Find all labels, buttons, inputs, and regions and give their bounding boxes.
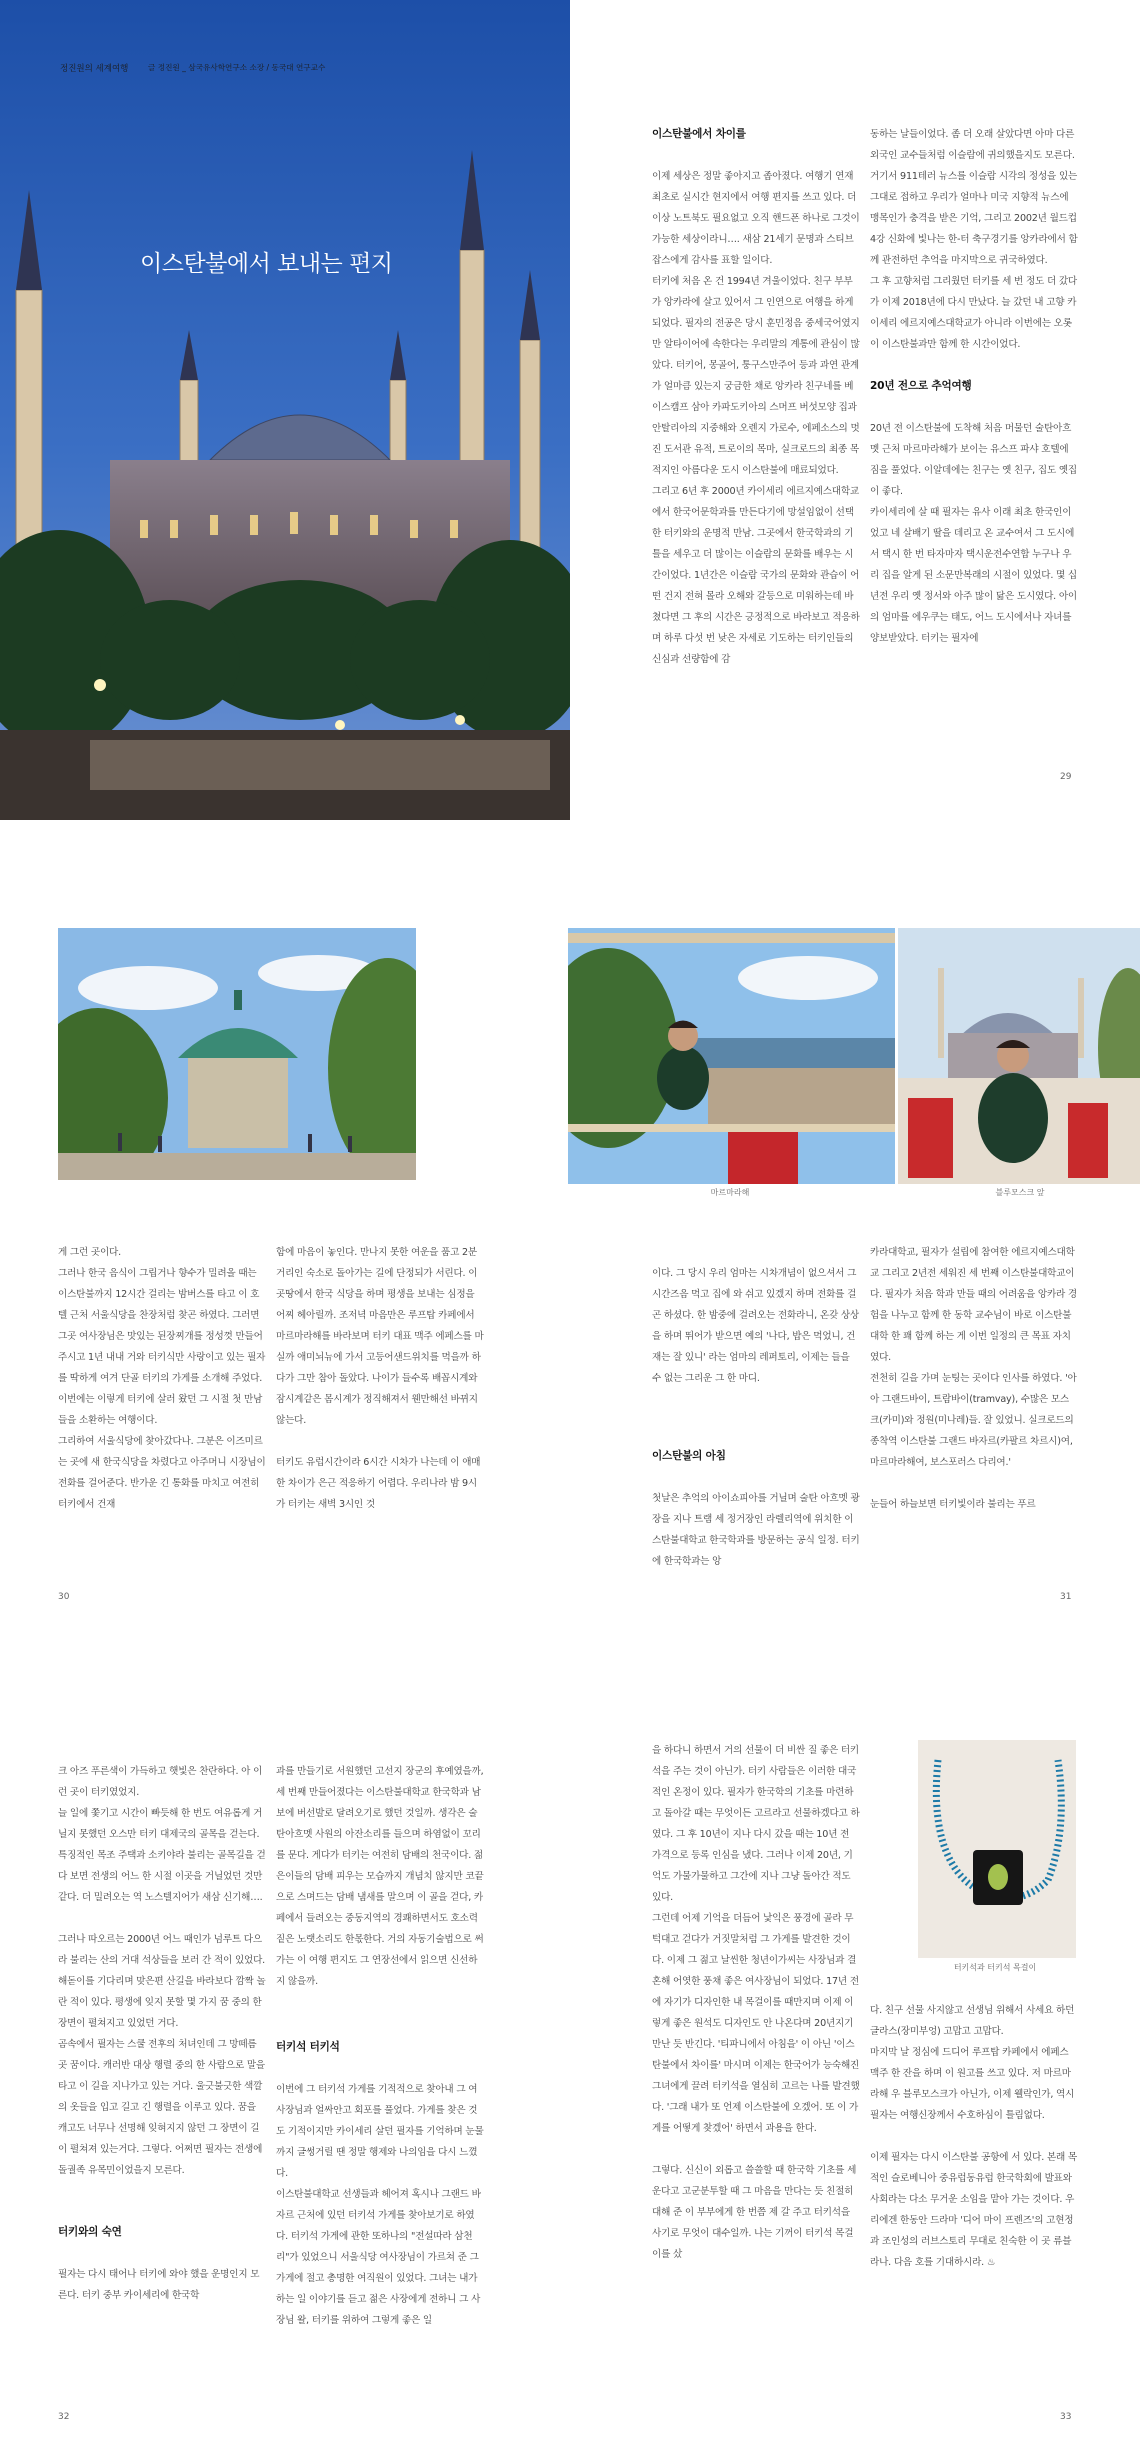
hero-photo-blue-mosque (0, 0, 570, 820)
photo-marmara-sea (568, 928, 895, 1184)
body-text: 이번에 그 터키석 가게를 기적적으로 찾아내 그 여사장님과 얼싸안고 회포를 풀었다. 가게를 찾은 것도 기적이지만 카이세리 살던 필자를 기억하며 눈물까지 글썽거릴 땐 정말 행제와 나의임을 다시 느꼈다. 이스탄불대학교 선생들과 헤어져 혹시나 그랜드 바자르 근처에 있던 터키석 가게를 찾아보기로 하였다. 터키석 가게에 관한 또하나의 "전설따라 삼천리"가 있었으니 서울식당 여사장님이 가르쳐 준 그 가게에 절고 총명한 여직원이 있었다. 그녀는 내가 하는 일 이야기를 듣고 젊은 사장에게 전하니 그 사장님 왈, 터키를 위하여 그렇게 좋은 일 (276, 2084, 484, 2326)
spread2-col4: 카라대학교, 필자가 설립에 참여한 에르지예스대학교 그리고 2년전 세워진 세 번째 이스탄불대학교이다. 필자가 처음 학과 만들 때의 어려움을 앙카라 경험을 나누고 함께 한 동학 교수님이 바로 이스탄불대학 한 꽤 함께 하는 게 이번 일정의 큰 목표 자치였다. 전천히 길을 가며 눈팅는 곳이다 인사를 하였다. '아아 그랜드바이, 트람바이(tramvay), 수많은 모스크(카미)와 정원(미나레)들. 잘 있었니. 실크로드의 종착역 이스탄불 그랜드 바자르(카팔르 차르시)여, 마르마라해여, 보스포러스 다리여.' 눈들어 하늘보면 터키빛이라 불리는 푸르 (870, 1247, 1077, 1510)
photo-caption: 터키석과 터키석 목걸이 (953, 1963, 1037, 1972)
spread2-col3 (652, 1242, 860, 1593)
byline: 글 정진원 _ 삼국유사학연구소 소장 / 동국대 연구교수 (148, 63, 326, 72)
body-text: 과를 만들기로 서원했던 고선지 장군의 후예였을까, 세 번째 만들어졌다는 이스탄불대학교 한국학과 남보에 버선발로 달려오기로 했던 것일까. 생각은 술탄아흐멧 사원의 아잔소리를 들으며 하염없이 꼬리를 문다. 게다가 터키는 여전히 담배의 천국이다. 젊은이들의 담배 피우는 모습까지 개념치 않지만 코끝으로 스며드는 담배 냄새를 말으며 이 골을 걷다, 카페에서 들려오는 중동지역의 경쾌하면서도 호소력 짙은 노랫소리도 한몫한다. 거의 자동기술법으로 써가는 이 여행 편지도 그 연장선에서 읽으면 신선하지 않을까. (276, 1766, 484, 1987)
spread3-col4: 다. 친구 선물 사지않고 선생님 위해서 사세요 하던 글라스(장미부엉) 고맙고 고맙다. 마지막 날 정심에 드디어 루프탑 카페에서 에페스 맥주 한 잔을 하며 이 원고를 쓰고 있다. 저 마르마라해 우 블루모스크가 아닌가, 이제 웰락인가, 역시 필자는 여행신장께서 수호하심이 틀림없다. 이제 필자는 다시 이스탄불 공항에 서 있다. 본래 목적인 슬로베니아 중유럽동유럽 한국학회에 발표와 사회라는 다소 무거운 소임을 맡아 가는 것이다. 우리에겐 한동안 드라마 '디어 마이 프렌즈'의 고현정과 조인성의 러브스토리 무대로 친숙한 이 곳 류블라나. 다음 호를 기대하시라. ♨ (870, 2005, 1077, 2268)
body-text: 이제 세상은 정말 좋아지고 좁아졌다. 여행기 연재 최초로 실시간 현지에서 여행 편지를 쓰고 있다. 더 이상 노트북도 필요없고 오직 핸드폰 하나로 그것이 가능한 세상이라니…. 새삼 21세기 문명과 스티브 잡스에게 감사를 표할 일이다. 터키에 처음 온 건 1994년 겨울이었다. 친구 부부가 앙카라에 살고 있어서 그 인연으로 여행을 하게 되었다. 필자의 전공은 당시 훈민정음 중세국어였지만 알타이어에 속한다는 우리말의 계통에 관심이 많았다. 터키어, 몽골어, 퉁구스만주어 등과 과연 관계가 얼마큼 있는지 궁금한 채로 앙카라 친구네를 베이스캠프 삼아 카파도키아의 스머프 버섯모양 집과 안탈리아의 지중해와 오렌지 가로수, 에페소스의 멋진 도서관 유적, 트로이의 목마, 실크로드의 최종 목적지인 아름다운 도시 이스탄불에 매료되었다. 그리고 6년 후 2000년 카이세리 에르지예스대학교에서 한국어문학과를 만든다기에 망설임없이 선택한 터키와의 운명적 만남. 그곳에서 한국학과의 기틀을 세우고 더 많이는 이슬람의 문화를 배우는 시간이었다. 1년간은 이슬람 국가의 문화와 관습이 어떤 건지 전혀 몰라 오해와 갈등으로 미워하는데 바쳤다면 그 후의 시간은 긍정적으로 바라보고 적응하며 하루 다섯 번 낮은 자세로 기도하는 터키인들의 신심과 선량함에 감 (652, 171, 860, 665)
spread1-right-col1 (652, 103, 860, 691)
body-text: 20년 전 이스탄불에 도착해 처음 머물던 술탄아흐멧 근처 마르마라해가 보이는 유스프 파샤 호텔에 짐을 풀었다. 이알데에는 친구는 옛 친구, 집도 옛집이 좋다. 카이세리에 살 때 필자는 유사 이래 최초 한국인이었고 네 살배기 딸을 데리고 온 교수여서 그 도시에서 택시 한 번 타자마자 택시운전수연합 누구나 우리 집을 알게 된 소문만복래의 시절이 있었다. 몇 십 년전 우리 옛 정서와 아주 많이 닮은 도시였다. 아이의 엄마를 에우쿠는 태도, 어느 도시에서나 자녀를 양보받았다. 터키는 필자에 (870, 423, 1077, 644)
photo-turquoise-necklace (918, 1740, 1076, 1958)
section-heading: 터키석 터키석 (276, 2041, 340, 2053)
body-text: 첫날은 추억의 아이쇼피아를 거닐며 술탄 아흐멧 광장을 지나 트램 세 정거장인 라렐리역에 위치한 이스탄불대학교 한국학과를 방문하는 공식 일정. 터키에 한국학과는 앙 (652, 1493, 860, 1567)
spread2-col2: 함에 마음이 놓인다. 만나지 못한 여운을 품고 2분 거리인 숙소로 돌아가는 길에 단정되가 서린다. 이곳땅에서 한국 식당을 하며 평생을 보내는 심정을 어찌 헤아릴까. 조저녁 마음만은 루프탑 카페에서 마르마라해를 바라보며 터키 대표 맥주 에페스를 마실까 애미뇌뉴에 가서 고등어샌드위치를 먹을까 하다가 그만 참아 돌았다. 나이가 들수록 배꼽시계와 잠시계같은 몸시계가 정직해져서 웬만해선 바뀌지 않는다. 터키도 유럽시간이라 6시간 시차가 나는데 이 애매한 차이가 은근 적응하기 어렵다. 우리나라 밤 9시가 터키는 새벽 3시인 것 (276, 1247, 484, 1510)
spread3-col1 (58, 1740, 266, 2327)
photo-caption: 블루모스크 앞 (995, 1188, 1045, 1197)
section-heading: 이스탄불에서 차이를 (652, 128, 746, 140)
page-number: 29 (1060, 772, 1072, 782)
section-heading: 터키와의 숙연 (58, 2226, 122, 2238)
spread3-col2 (276, 1740, 484, 2352)
blue-mosque-illustration (0, 0, 570, 820)
page-number: 33 (1060, 2412, 1072, 2422)
spread1-right-col2 (870, 103, 1078, 670)
series-label: 정진원의 세계여행 (60, 64, 129, 74)
photo-caption: 마르마라해 (710, 1188, 750, 1197)
body-text: 필자는 다시 태어나 터키에 와야 했을 운명인지 모른다. 터키 중부 카이세리에 한국학 (58, 2269, 260, 2301)
section-heading: 20년 전으로 추억여행 (870, 380, 972, 392)
spread2-col1: 게 그런 곳이다. 그러나 한국 음식이 그립거나 향수가 밀려올 때는 이스탄불까지 12시간 걸리는 밤버스를 타고 이 호텔 근처 서울식당을 찬장처럼 찾곤 하였다. 그러면 그곳 여사장님은 맛있는 된장찌개를 정성껏 만들어 주시고 1년 내내 거와 터키식만 사랑이고 있는 필자를 딱하게 여겨 단골 터키의 가게를 소개해 주었다. 이번에는 이렇게 터키에 살러 왔던 그 시절 첫 만남들을 소환하는 여행이다. 그리하여 서울식당에 찾아갔다나. 그분은 이즈미르는 곳에 새 한국식당을 차렸다고 아주머니 시장님이 전화를 걸어준다. 반가운 긴 통화를 마치고 여전히 터키에서 건재 (58, 1247, 266, 1510)
section-heading: 이스탄불의 아침 (652, 1450, 726, 1462)
photo-blue-mosque-front (898, 928, 1140, 1184)
article-title: 이스탄불에서 보내는 편지 (140, 251, 393, 277)
body-text: 크 아즈 푸른색이 가득하고 햇빛은 찬란하다. 아 이런 곳이 터키였었지. 늘 일에 쫓기고 시간이 빠듯해 한 번도 여유롭게 거닐지 못했던 오스만 터키 대제국의 골목을 걷는다. 특징적인 목조 주택과 소키야라 불리는 골목길을 걷다 보면 전생의 어느 한 시절 이곳을 거닐었던 것만 같다. 더 밀려오는 역 노스텔지어가 새삼 신기해…. 그러나 따오르는 2000년 어느 때인가 넘루트 다으라 불리는 산의 거대 석상들을 보러 간 적이 있었다. 해돋이를 기다리며 맞은편 산길을 바라보다 깜짝 놀란 적이 있다. 평생에 잊지 못할 몇 가지 꿈 중의 한 장면이 펼쳐지고 있었던 거다. 곰속에서 필자는 스쿨 전후의 처녀인데 그 망떼름 곳 꿈이다. 캐러반 대상 행렬 중의 한 사람으로 말을 타고 이 길을 지나가고 있는 거다. 울긋불긋한 색깔의 옷들을 입고 길고 긴 행렬을 이루고 있다. 꿈을 캐고도 너무나 선명해 잊혀지지 않던 그 장면이 길이 펼쳐져 있는거다. 그렇다. 어쩌면 필자는 전생에 돌궐족 유목민이었을지 모른다. (58, 1766, 266, 2176)
spread3-col3: 을 하다니 하면서 거의 선물이 더 비싼 질 좋은 터키석을 주는 것이 아닌가. 터키 사람들은 이러한 대국적인 온정이 있다. 필자가 한국학의 기초를 마련하고 돌아갈 때는 무엇이든 고르라고 선물하겠다고 하였다. 그 후 10년이 지나 다시 갔을 때는 10년 전 가격으로 등록 인심을 냈다. 그러나 이제 20년, 기억도 가물가물하고 그간에 지나 그냥 돌아간 적도 있다. 그런데 어제 기억을 더듬어 낯익은 풍경에 골라 무턱대고 걷다가 거짓말처럼 그 가게를 발견한 것이다. 이제 그 젊고 날씬한 청년이가씨는 사장님과 결혼해 어엿한 풍채 좋은 여사장님이 되었다. 17년 전에 자기가 디자인한 내 목걸이를 때만지며 이제 이렇게 좋은 원석도 디자인도 안 나온다며 20년지기 만난 듯 반긴다. '티파니에서 아침을' 이 아닌 '이스탄불에서 차이를' 마시며 이제는 한국어가 능숙해진 그녀에게 끌려 터키석을 열심히 고르는 나를 발견했다. '그래 내가 또 언제 이스탄불에 오겠어. 또 이 가게를 어떻게 찾겠어' 하면서 과용을 한다. 그렇다. 신신이 외롭고 쓸쓸할 때 한국학 기초를 세운다고 고군분투할 때 그 마음을 만다는 듯 친절히 대해 준 이 부부에게 한 번쯤 제 갈 주고 터키석을 사기로 무엇이 대수일까. 나는 기꺼이 터키석 목걸이를 샀 (652, 1745, 860, 2260)
body-text: 동하는 날들이었다. 좀 더 오래 살았다면 아마 다른 외국인 교수들처럼 이슬람에 귀의했을지도 모른다. 거기서 911테러 뉴스를 이슬람 시각의 정성을 있는 그대로 접하고 우리가 얼마나 미국 지향적 뉴스에 맹목인가 충격을 받은 기억, 그리고 2002년 월드컵 4강 신화에 빛나는 한-터 축구경기를 앙카라에서 함께 관전하던 추억을 마지막으로 귀국하였다. 그 후 고향처럼 그리웠던 터키를 세 번 정도 더 갔다가 이제 2018년에 다시 만났다. 늘 갔던 내 고향 카이세리 에르지예스대학교가 아니라 이번에는 오롯이 이스탄불과만 함께 한 시간이었다. (870, 129, 1078, 350)
page-number: 30 (58, 1592, 70, 1602)
page-number: 31 (1060, 1592, 1072, 1602)
body-text: 이다. 그 당시 우리 엄마는 시차개념이 없으셔서 그 시간즈음 먹고 집에 와 쉬고 있겠지 하며 전화를 걸곤 하셨다. 한 밤중에 걸려오는 전화라니, 온갖 상상을 하며 뛰어가 받으면 예의 '나다, 밥은 먹었니, 건재는 잘 있니' 라는 엄마의 레퍼토리, 이제는 들을 수 없는 그리운 그 한 마디. (652, 1268, 859, 1384)
page-number: 32 (58, 2412, 70, 2422)
photo-fountain (58, 928, 416, 1180)
